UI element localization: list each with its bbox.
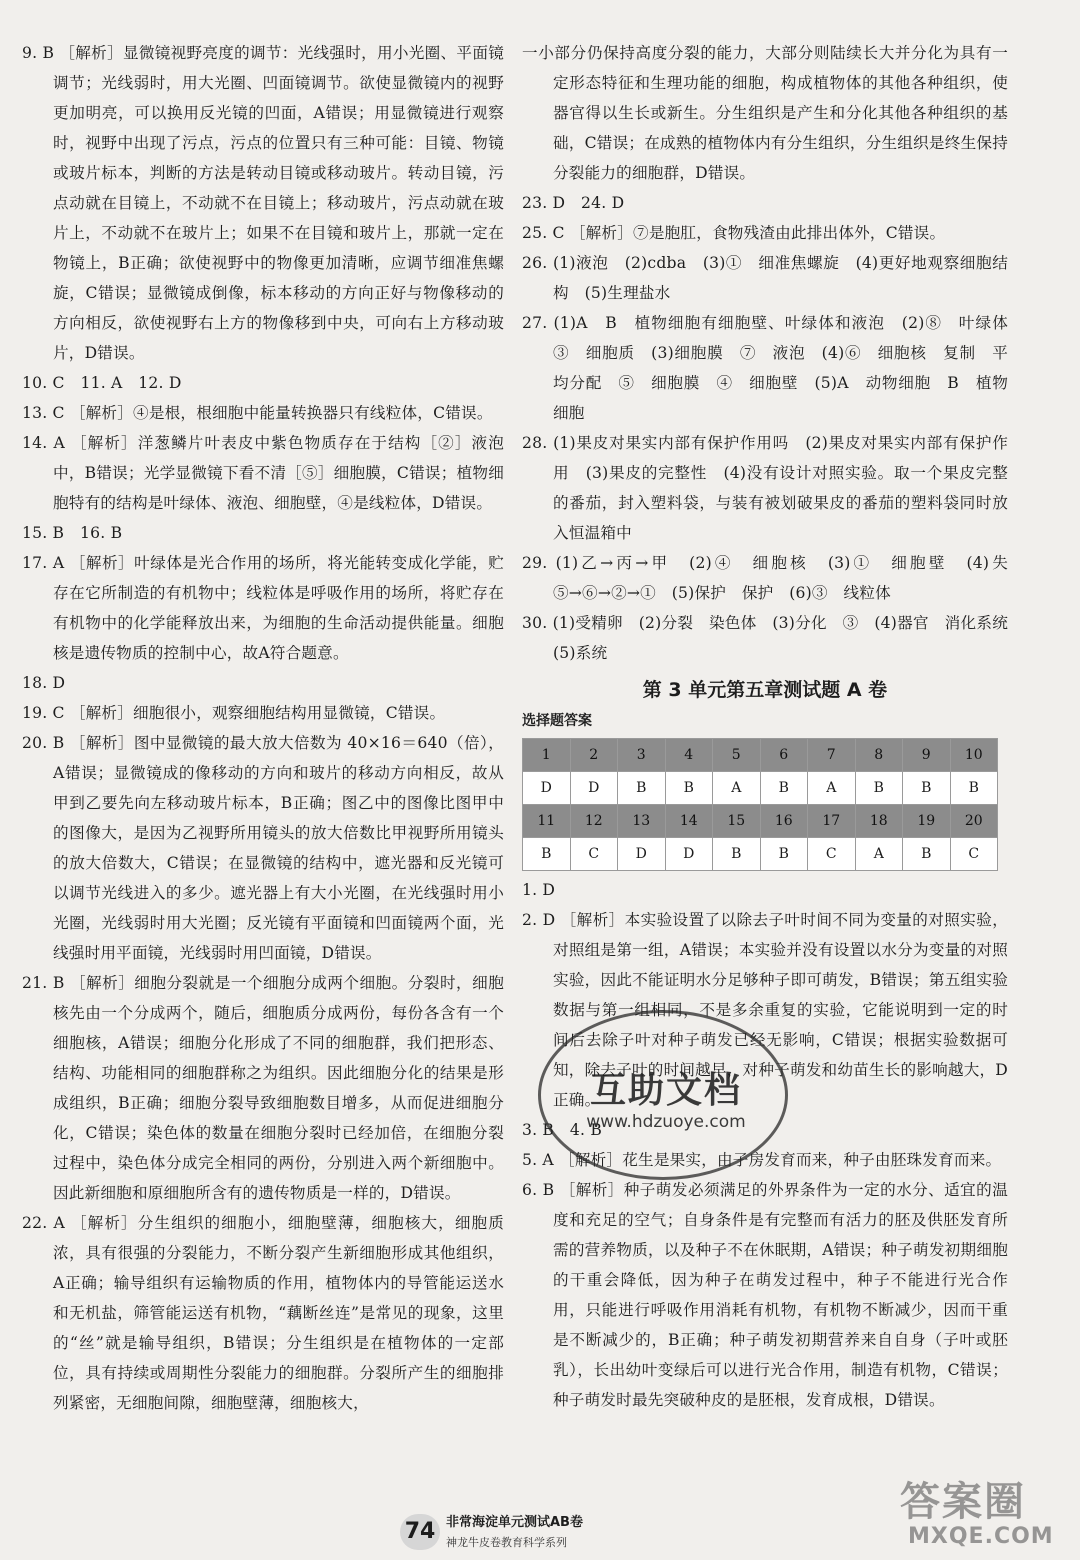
answer-table bbox=[522, 738, 998, 871]
answer-cell: D bbox=[570, 772, 618, 805]
answer-item: 14. A ［解析］洋葱鳞片叶表皮中紫色物质存在于结构［②］液泡中，B错误；光学显微镜下看不清［⑤］细胞膜，C错误；植物细胞特有的结构是叶绿体、液泡、细胞壁，④是线粒体，D错误。 bbox=[22, 434, 504, 512]
answer-cell: B bbox=[903, 772, 951, 805]
page-footer bbox=[400, 1512, 680, 1556]
answer-cell: B bbox=[855, 772, 903, 805]
answer-cell: B bbox=[523, 838, 571, 871]
answer-item: 27. (1)A B 植物细胞有细胞壁、叶绿体和液泡 (2)⑧ 叶绿体 ③ 细胞质 (3)细胞膜 ⑦ 液泡 (4)⑥ 细胞核 复制 平均分配 ⑤ 细胞膜 ④ 细胞壁 (5)A 动物细胞 B 植物细胞 bbox=[522, 314, 1024, 422]
answer-item: 23. D 24. D bbox=[522, 194, 625, 212]
answer-item: 18. D bbox=[22, 674, 66, 692]
answer-cell: A bbox=[713, 772, 761, 805]
answer-cell: A bbox=[808, 772, 856, 805]
answer-item: 9. B ［解析］显微镜视野亮度的调节：光线强时，用小光圈、平面镜调节；光线弱时，用大光圈、凹面镜调节。欲使显微镜内的视野更加明亮，可以换用反光镜的凹面，A错误；用显微镜进行观察时，视野中出现了污点，污点的位置只有三种可能：目镜、物镜或玻片标本，判断的方法是转动目镜或移动玻片。转动目镜，污点动就在目镜上，不动就不在目镜上；移动玻片，污点动就在玻片上，不动就不在玻片上；如果不在目镜和玻片上，那就一定在物镜上，B正确；欲使视野中的物像更加清晰，应调节细准焦螺旋，C错误；显微镜成倒像，标本移动的方向正好与物像移动的方向相反，欲使视野右上方的物像移到中央，可向右上方移动玻片，D错误。 bbox=[22, 44, 504, 362]
question-number-cell: 17 bbox=[808, 805, 856, 838]
watermark-text: 答案圈 bbox=[900, 1479, 1026, 1525]
answer-table-answer-row bbox=[523, 838, 998, 871]
answer-cell: B bbox=[950, 772, 998, 805]
watermark-stamp bbox=[538, 1010, 788, 1178]
answer-item: 10. C 11. A 12. D bbox=[22, 374, 182, 392]
answer-item: 一小部分仍保持高度分裂的能力，大部分则陆续长大并分化为具有一定形态特征和生理功能的细胞，构成植物体的其他各种组织，使器官得以生长或新生。分生组织是产生和分化其他各种组织的基础，C错误；在成熟的植物体内有分生组织，分生组织是终生保持分裂能力的细胞群，D错误。 bbox=[522, 44, 1008, 182]
answer-cell: B bbox=[713, 838, 761, 871]
answer-item: 20. B ［解析］图中显微镜的最大放大倍数为 40×16＝640（倍），A错误；显微镜成的像移动的方向和玻片的移动方向相反，故从甲到乙要先向左移动玻片标本，B正确；图乙中的图像比图甲中的图像大，是因为乙视野所用镜头的放大倍数比甲视野所用镜头的放大倍数大，C错误；在显微镜的结构中，遮光器和反光镜可以调节光线进入的多少。遮光器上有大小光圈，在光线强时用小光圈，光线弱时用大光圈；反光镜有平面镜和凹面镜两个面，光线强时用平面镜，光线弱时用凹面镜，D错误。 bbox=[22, 734, 504, 962]
stamp-url: www.hdzuoye.com bbox=[586, 1112, 746, 1132]
left-column bbox=[22, 38, 504, 1418]
corner-watermark bbox=[900, 1470, 1072, 1556]
answer-item: 17. A ［解析］叶绿体是光合作用的场所，将光能转变成化学能，贮存在它所制造的有机物中；线粒体是呼吸作用的场所，将贮存在有机物中的化学能释放出来，为细胞的生命活动提供能量。细胞核是遗传物质的控制中心，故A符合题意。 bbox=[22, 554, 504, 662]
answer-item: 2. D ［解析］本实验设置了以除去子叶时间不同为变量的对照实验，对照组是第一组，A错误；本实验并没有设置以水分为变量的对照实验，因此不能证明水分足够种子即可萌发，B错误；第五组实验数据与第一组相同，不是多余重复的实验，它能说明到一定的时间后去除子叶对种子萌发已经无影响，C错误；根据实验数据可知，除去子叶的时间越早，对种子萌发和幼苗生长的影响越大，D正确。 bbox=[522, 911, 1008, 1109]
answer-cell: D bbox=[523, 772, 571, 805]
answer-item: 1. D bbox=[522, 881, 556, 899]
right-column-top-answers bbox=[522, 38, 1024, 668]
publisher-line: 神龙牛皮卷教育科学系列 bbox=[446, 1536, 567, 1549]
answer-table-number-row bbox=[523, 739, 998, 772]
right-column bbox=[522, 38, 1024, 1415]
answer-cell: C bbox=[950, 838, 998, 871]
page-number: 74 bbox=[400, 1514, 440, 1550]
subheading: 选择题答案 bbox=[522, 713, 592, 729]
question-number-cell: 15 bbox=[713, 805, 761, 838]
question-number-cell: 16 bbox=[760, 805, 808, 838]
question-number-cell: 7 bbox=[808, 739, 856, 772]
answer-cell: B bbox=[760, 772, 808, 805]
question-number-cell: 10 bbox=[950, 739, 998, 772]
question-number-cell: 3 bbox=[618, 739, 666, 772]
answer-cell: B bbox=[760, 838, 808, 871]
answer-item: 29. (1)乙→丙→甲 (2)④ 细胞核 (3)① 细胞壁 (4)失 ⑤→⑥→②→① (5)保护 保护 (6)③ 线粒体 bbox=[522, 554, 1024, 602]
answer-table-number-row bbox=[523, 805, 998, 838]
answer-item: 21. B ［解析］细胞分裂就是一个细胞分成两个细胞。分裂时，细胞核先由一个分成两个，随后，细胞质分成两份，每份各含有一个细胞核，A错误；细胞分化形成了不同的细胞群，我们把形态、结构、功能相同的细胞群称之为组织。因此细胞分化的结果是形成组织，B正确；细胞分裂导致细胞数目增多，从而促进细胞分化，C错误；染色体的数量在细胞分裂时已经加倍，在细胞分裂过程中，染色体分成完全相同的两份，分别进入两个新细胞中。因此新细胞和原细胞所含有的遗传物质是一样的，D错误。 bbox=[22, 974, 504, 1202]
answer-item: 6. B ［解析］种子萌发必须满足的外界条件为一定的水分、适宜的温度和充足的空气；自身条件是有完整而有活力的胚及供胚发育所需的营养物质，以及种子不在休眠期，A错误；种子萌发初期细胞的干重会降低，因为种子在萌发过程中，种子不能进行光合作用，只能进行呼吸作用消耗有机物，有机物不断减少，因而干重是不断减少的，B正确；种子萌发初期营养来自自身（子叶或胚乳），长出幼叶变绿后可以进行光合作用，制造有机物，C错误；种子萌发时最先突破种皮的是胚根，发育成根，D错误。 bbox=[522, 1181, 1008, 1409]
question-number-cell: 8 bbox=[855, 739, 903, 772]
question-number-cell: 14 bbox=[665, 805, 713, 838]
stamp-text: 互助文档 bbox=[589, 1070, 742, 1111]
answer-item: 26. (1)液泡 (2)cdba (3)① 细准焦螺旋 (4)更好地观察细胞结构 (5)生理盐水 bbox=[522, 254, 1008, 302]
section-title: 第 3 单元第五章测试题 A 卷 bbox=[642, 679, 888, 701]
watermark-url: MXQE.COM bbox=[908, 1524, 1054, 1549]
answer-item: 3. B 4. B bbox=[522, 1121, 602, 1139]
question-number-cell: 20 bbox=[950, 805, 998, 838]
answer-item: 13. C ［解析］④是根，根细胞中能量转换器只有线粒体，C错误。 bbox=[22, 404, 493, 422]
question-number-cell: 18 bbox=[855, 805, 903, 838]
answer-cell: B bbox=[903, 838, 951, 871]
answer-item: 25. C ［解析］⑦是胞肛，食物残渣由此排出体外，C错误。 bbox=[522, 224, 946, 242]
answer-item: 22. A ［解析］分生组织的细胞小，细胞壁薄，细胞核大，细胞质浓，具有很强的分裂能力，不断分裂产生新细胞形成其他组织，A正确；输导组织有运输物质的作用，植物体内的导管能运送水和无机盐，筛管能运送有机物，“藕断丝连”是常见的现象，这里的“丝”就是输导组织，B错误；分生组织是在植物体的一定部位，具有持续或周期性分裂能力的细胞群。分裂所产生的细胞排列紧密，无细胞间隙，细胞壁薄，细胞核大， bbox=[22, 1214, 504, 1412]
answer-item: 19. C ［解析］细胞很小，观察细胞结构用显微镜，C错误。 bbox=[22, 704, 446, 722]
question-number-cell: 5 bbox=[713, 739, 761, 772]
question-number-cell: 19 bbox=[903, 805, 951, 838]
answer-cell: D bbox=[618, 838, 666, 871]
answer-cell: C bbox=[570, 838, 618, 871]
question-number-cell: 6 bbox=[760, 739, 808, 772]
answer-item: 5. A ［解析］花生是果实，由子房发育而来，种子由胚珠发育而来。 bbox=[522, 1151, 1002, 1169]
answer-cell: C bbox=[808, 838, 856, 871]
series-title: 非常海淀单元测试AB卷 bbox=[446, 1515, 583, 1530]
question-number-cell: 13 bbox=[618, 805, 666, 838]
answer-cell: D bbox=[665, 838, 713, 871]
answer-item: 15. B 16. B bbox=[22, 524, 123, 542]
question-number-cell: 9 bbox=[903, 739, 951, 772]
question-number-cell: 4 bbox=[665, 739, 713, 772]
answer-cell: B bbox=[665, 772, 713, 805]
question-number-cell: 12 bbox=[570, 805, 618, 838]
answer-item: 28. (1)果皮对果实内部有保护作用吗 (2)果皮对果实内部有保护作用 (3)果皮的完整性 (4)没有设计对照实验。取一个果皮完整的番茄，封入塑料袋，与装有被划破果皮的番茄的塑料袋同时放入恒温箱中 bbox=[522, 434, 1008, 542]
question-number-cell: 2 bbox=[570, 739, 618, 772]
question-number-cell: 1 bbox=[523, 739, 571, 772]
answer-table-answer-row bbox=[523, 772, 998, 805]
answer-item: 30. (1)受精卵 (2)分裂 染色体 (3)分化 ③ (4)器官 消化系统 (5)系统 bbox=[522, 614, 1024, 662]
answer-cell: B bbox=[618, 772, 666, 805]
answer-cell: A bbox=[855, 838, 903, 871]
question-number-cell: 11 bbox=[523, 805, 571, 838]
